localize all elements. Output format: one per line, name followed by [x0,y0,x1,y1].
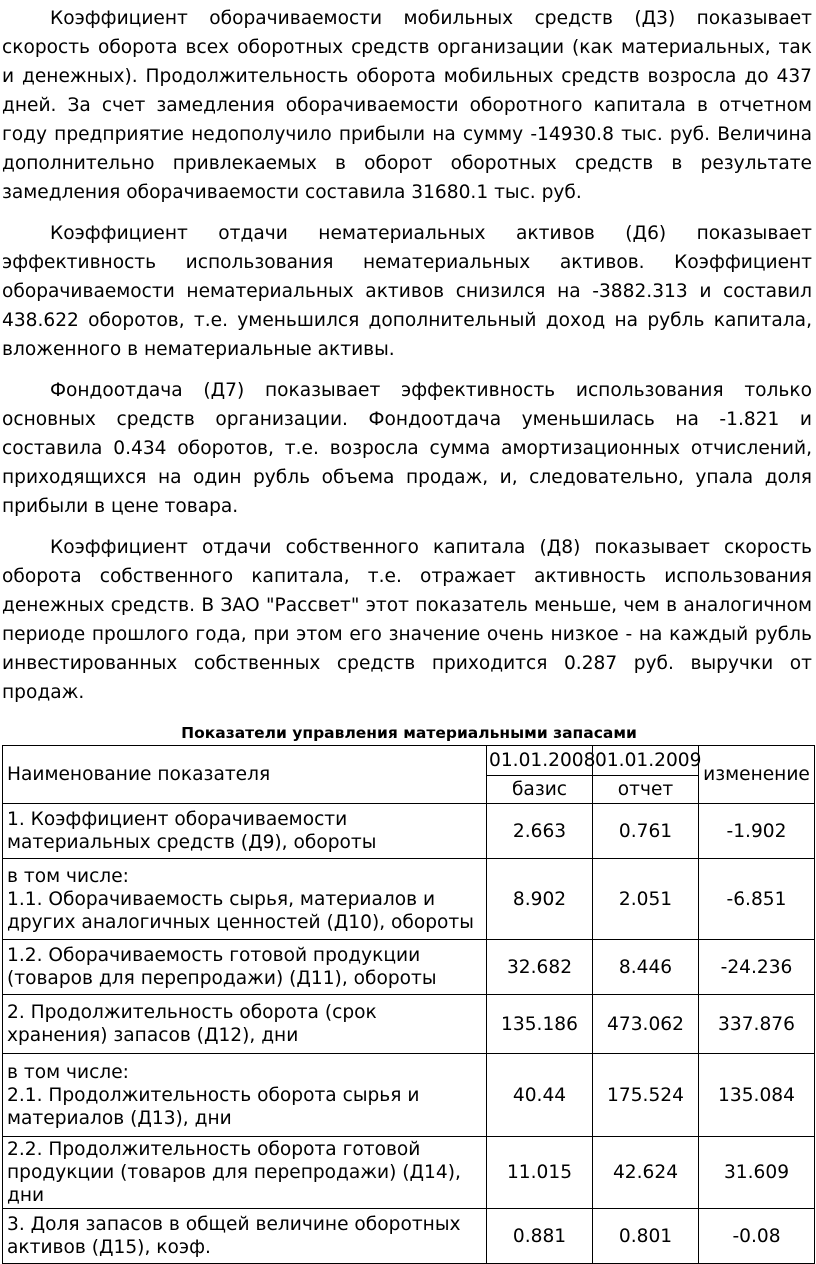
row-name: в том числе: 2.1. Продолжительность оборота сырья и материалов (Д13), дни [3,1054,487,1137]
table-row [3,804,815,859]
row-name: 1. Коэффициент оборачиваемости материальных средств (Д9), обороты [3,804,487,859]
header-date-2008: 01.01.2008 [487,746,593,776]
row-name: 2.2. Продолжительность оборота готовой продукции (товаров для перепродажи) (Д14), дни [3,1137,487,1209]
row-change: -24.236 [699,940,815,995]
header-base: базис [487,776,593,804]
row-report: 8.446 [593,940,699,995]
header-report: отчет [593,776,699,804]
row-base: 0.881 [487,1209,593,1264]
table-row [3,995,815,1054]
row-name: 1.2. Оборачиваемость готовой продукции (товаров для перепродажи) (Д11), обороты [3,940,487,995]
row-report: 0.801 [593,1209,699,1264]
row-change: -6.851 [699,859,815,940]
header-indicator-name: Наименование показателя [3,746,487,804]
table-row [3,1054,815,1137]
table-title: Показатели управления материальными запасами [181,724,637,742]
row-report: 0.761 [593,804,699,859]
row-base: 40.44 [487,1054,593,1137]
row-report: 42.624 [593,1137,699,1209]
table-row [3,1209,815,1264]
row-change: 135.084 [699,1054,815,1137]
row-report: 473.062 [593,995,699,1054]
row-change: -1.902 [699,804,815,859]
header-date-2009: 01.01.2009 [593,746,699,776]
row-report: 175.524 [593,1054,699,1137]
inventory-indicators-table [2,745,815,1264]
row-base: 11.015 [487,1137,593,1209]
row-name: в том числе: 1.1. Оборачиваемость сырья, материалов и других аналогичных ценностей (Д10), обороты [3,859,487,940]
paragraph-d3: Коэффициент оборачиваемости мобильных средств (Д3) показывает скорость оборота всех оборотных средств организации (как материальных, так и денежных). Продолжительность оборота мобильных средств возросла до 437 дней. За счет замедления оборачиваемости оборотного капитала в отчетном году предприятие недополучило прибыли на сумму -14930.8 тыс. руб. Величина дополнительно привлекаемых в оборот оборотных средств в результате замедления оборачиваемости составила 31680.1 тыс. руб. [2,8,812,203]
table-row [3,1137,815,1209]
row-change: 31.609 [699,1137,815,1209]
row-base: 2.663 [487,804,593,859]
row-name: 3. Доля запасов в общей величине оборотных активов (Д15), коэф. [3,1209,487,1264]
paragraph-d8: Коэффициент отдачи собственного капитала (Д8) показывает скорость оборота собственного капитала, т.е. отражает активность использования денежных средств. В ЗАО "Рассвет" этот показатель меньше, чем в аналогичном периоде прошлого года, при этом его значение очень низкое - на каждый рубль инвестированных собственных средств приходится 0.287 руб. выручки от продаж. [2,537,812,703]
table-row [3,940,815,995]
row-base: 32.682 [487,940,593,995]
paragraph-d6: Коэффициент отдачи нематериальных активов (Д6) показывает эффективность использования нематериальных активов. Коэффициент оборачиваемости нематериальных активов снизился на -3882.313 и составил 438.622 оборотов, т.е. уменьшился дополнительный доход на рубль капитала, вложенного в нематериальные активы. [2,223,812,360]
table-row [3,859,815,940]
header-change: изменение [699,746,815,804]
row-base: 135.186 [487,995,593,1054]
row-report: 2.051 [593,859,699,940]
row-name: 2. Продолжительность оборота (срок хранения) запасов (Д12), дни [3,995,487,1054]
row-change: -0.08 [699,1209,815,1264]
paragraph-d7: Фондоотдача (Д7) показывает эффективность использования только основных средств организации. Фондоотдача уменьшилась на -1.821 и составила 0.434 оборотов, т.е. возросла сумма амортизационных отчислений, приходящихся на один рубль объема продаж, и, следовательно, упала доля прибыли в цене товара. [2,380,812,517]
row-base: 8.902 [487,859,593,940]
row-change: 337.876 [699,995,815,1054]
table-header-row [3,746,815,776]
